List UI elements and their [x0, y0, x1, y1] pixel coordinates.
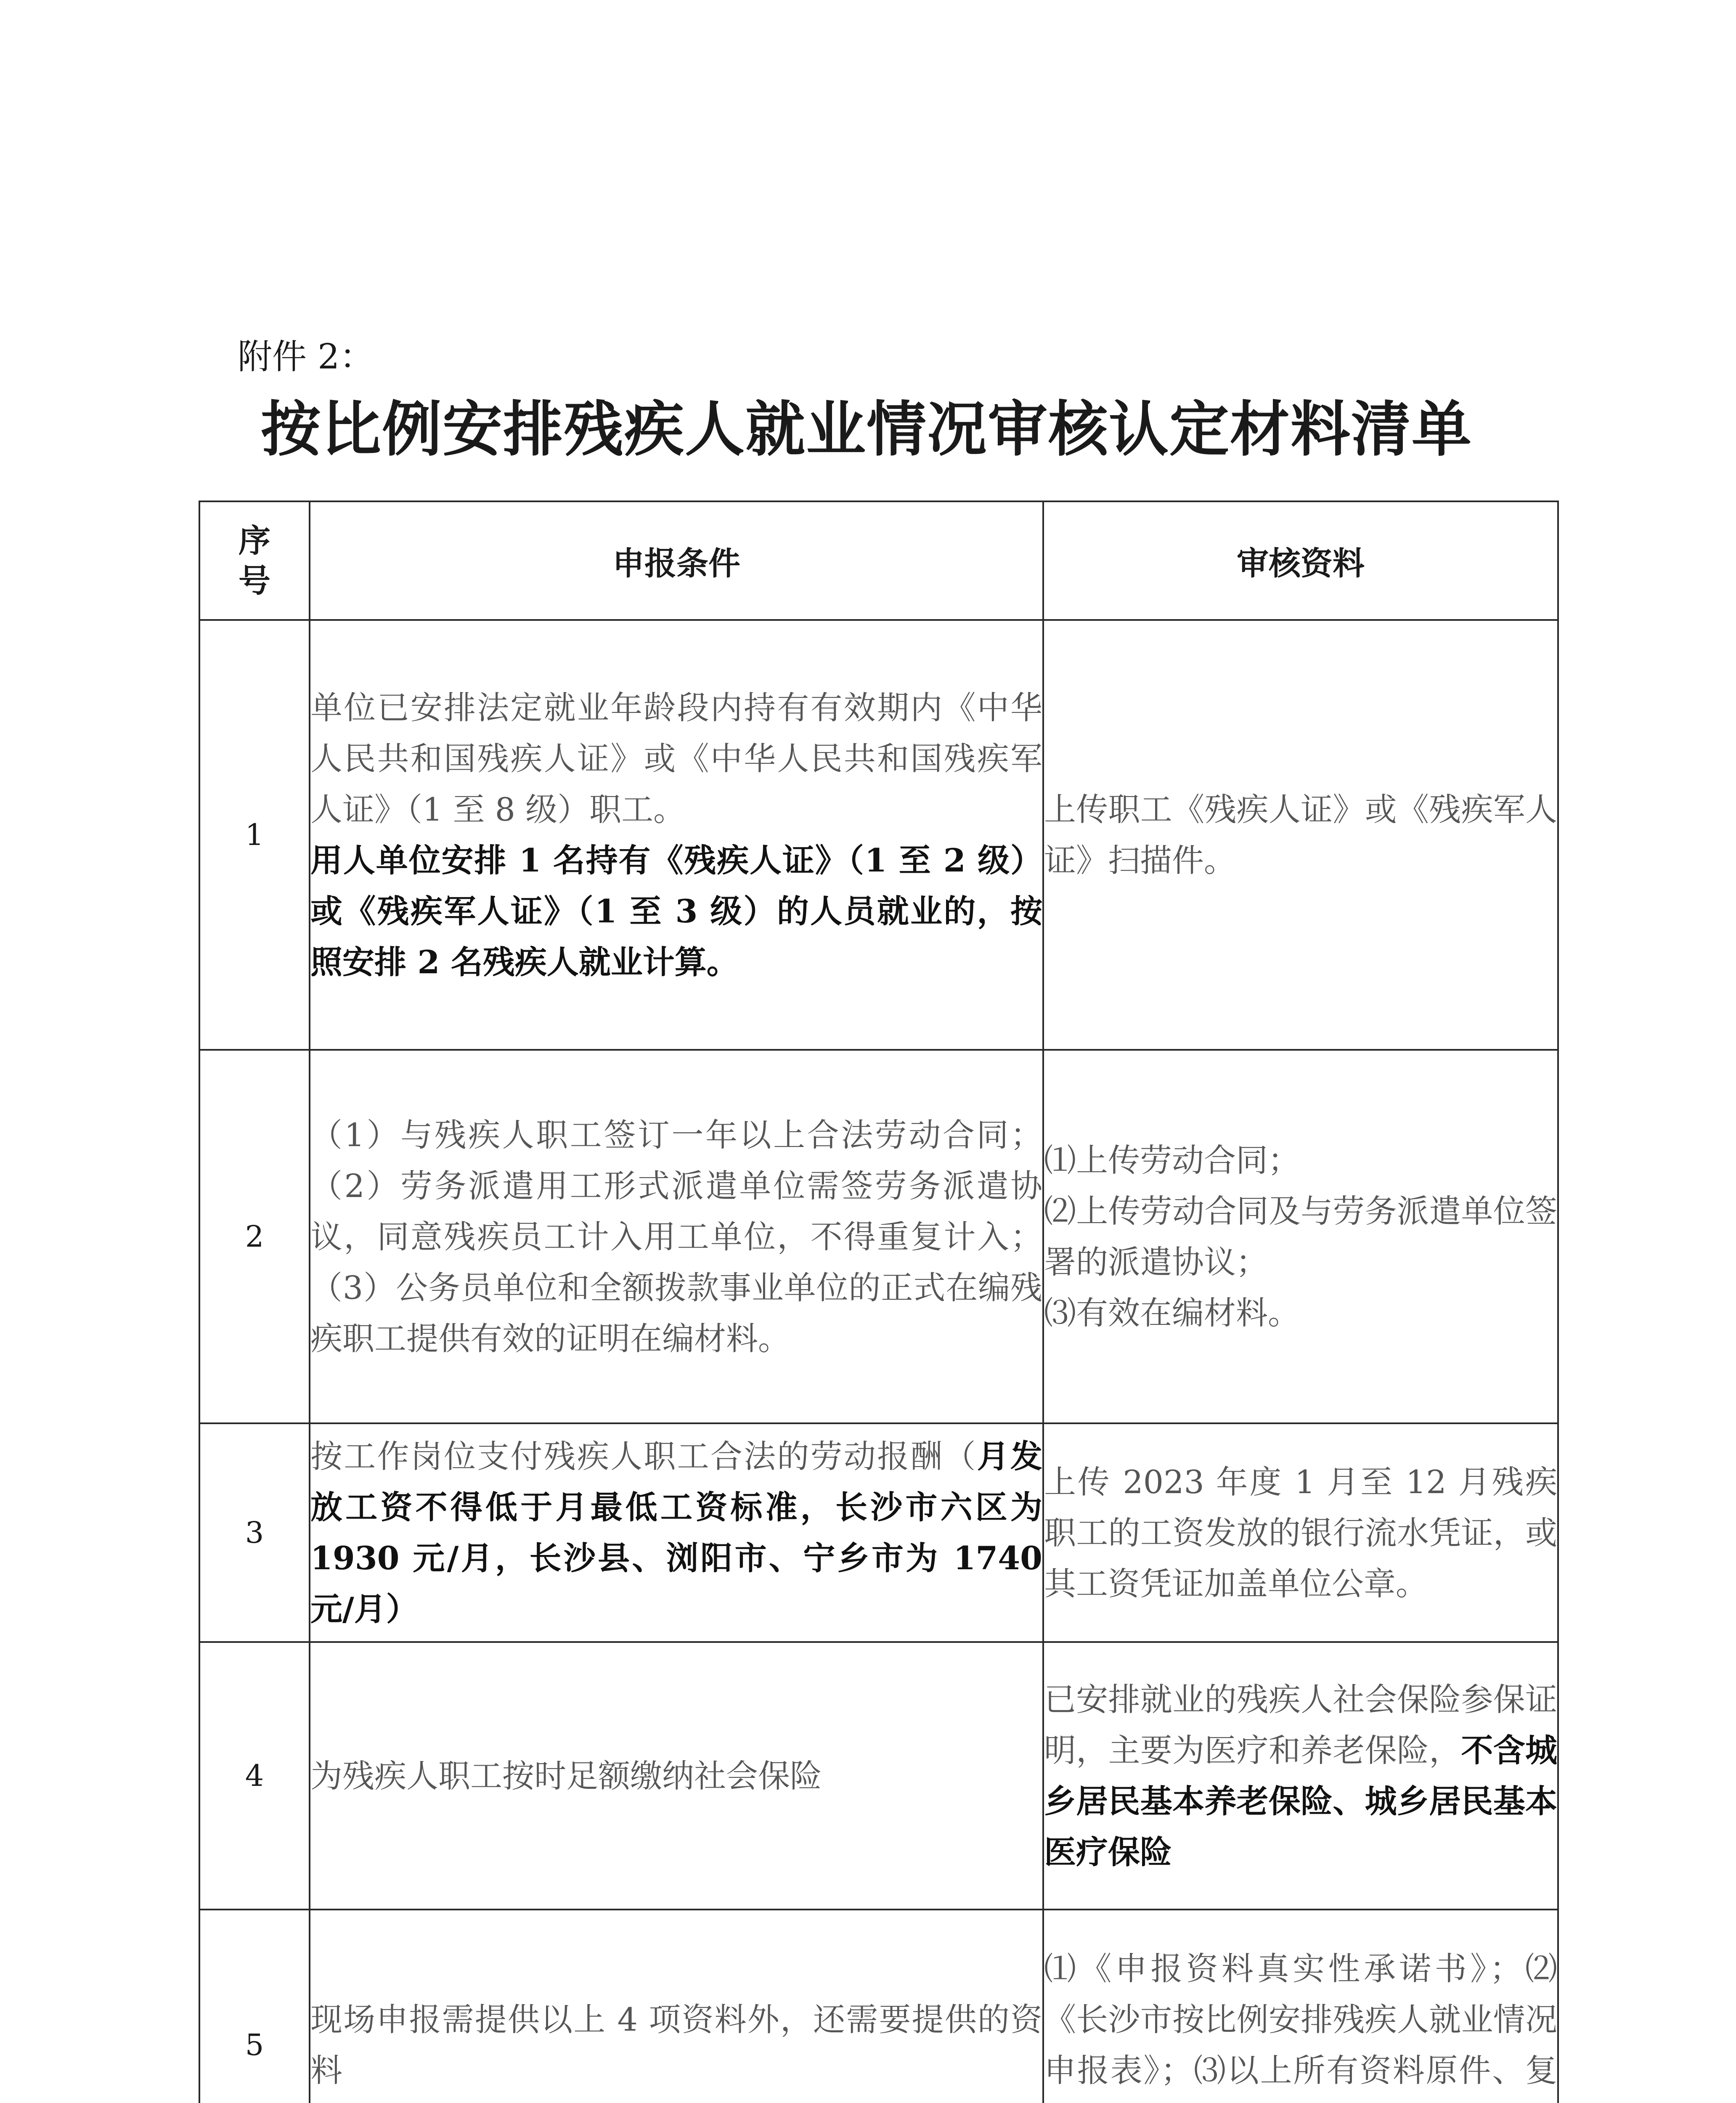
- header-no-char-2: 号: [239, 562, 270, 599]
- table-header-row: [199, 501, 1558, 620]
- table-row: [199, 620, 1558, 1050]
- condition-text: 按工作岗位支付残疾人职工合法的劳动报酬（: [310, 1438, 977, 1475]
- materials-cell: 上传职工《残疾人证》或《残疾军人证》扫描件。: [1043, 620, 1558, 1050]
- header-condition: 申报条件: [310, 501, 1043, 620]
- condition-text: 单位已安排法定就业年龄段内持有有效期内《中华人民共和国残疾人证》或《中华人民共和国残疾军人证》（1 至 8 级）职工。: [310, 689, 1042, 828]
- table-row: [199, 1050, 1558, 1423]
- condition-cell: （1）与残疾人职工签订一年以上合法劳动合同；（2）劳务派遣用工形式派遣单位需签劳务派遣协议，同意残疾员工计入用工单位，不得重复计入；（3）公务员单位和全额拨款事业单位的正式在编残疾职工提供有效的证明在编材料。: [310, 1050, 1043, 1423]
- materials-item: ⑵上传劳动合同及与劳务派遣单位签署的派遣协议；: [1044, 1192, 1557, 1281]
- condition-cell: 为残疾人职工按时足额缴纳社会保险: [310, 1642, 1043, 1910]
- condition-bold-text: 月发放工资不得低于月最低工资标准，长沙市六区为 1930 元/月，长沙县、浏阳市、宁乡市为 1740 元/月）: [310, 1438, 1043, 1628]
- header-materials: 审核资料: [1043, 501, 1558, 620]
- materials-cell: [1043, 1050, 1558, 1423]
- row-number: 1: [199, 620, 310, 1050]
- materials-table: [199, 501, 1559, 2103]
- attachment-label: 附件 2：: [238, 337, 374, 377]
- table-row: [199, 1910, 1558, 2103]
- condition-cell: [310, 1423, 1043, 1642]
- row-number: 3: [199, 1423, 310, 1642]
- condition-cell: [310, 620, 1043, 1050]
- row-number: 5: [199, 1910, 310, 2103]
- materials-item: ⑶有效在编材料。: [1044, 1294, 1300, 1332]
- row-number: 4: [199, 1642, 310, 1910]
- materials-cell: 上传 2023 年度 1 月至 12 月残疾职工的工资发放的银行流水凭证，或其工资凭证加盖单位公章。: [1043, 1423, 1558, 1642]
- header-no-char-1: 序: [239, 522, 270, 559]
- materials-bold-text: 不含城乡居民基本养老保险、城乡居民基本医疗保险: [1044, 1732, 1558, 1871]
- materials-cell: ⑴《申报资料真实性承诺书》；⑵《长沙市按比例安排残疾人就业情况申报表》；⑶以上所有资料原件、复: [1043, 1910, 1558, 2103]
- materials-item: ⑴上传劳动合同；: [1044, 1142, 1300, 1179]
- row-number: 2: [199, 1050, 310, 1423]
- condition-bold-text: 用人单位安排 1 名持有《残疾人证》（1 至 2 级）或《残疾军人证》（1 至 3 级）的人员就业的，按照安排 2 名残疾人就业计算。: [310, 842, 1042, 981]
- materials-cell: [1043, 1642, 1558, 1910]
- condition-cell: 现场申报需提供以上 4 项资料外，还需要提供的资料: [310, 1910, 1043, 2103]
- header-no: [199, 501, 310, 620]
- table-row: [199, 1423, 1558, 1642]
- materials-text: 已安排就业的残疾人社会保险参保证明，主要为医疗和养老保险，: [1044, 1681, 1557, 1769]
- table-row: [199, 1642, 1558, 1910]
- document-title: 按比例安排残疾人就业情况审核认定材料清单: [261, 395, 1472, 464]
